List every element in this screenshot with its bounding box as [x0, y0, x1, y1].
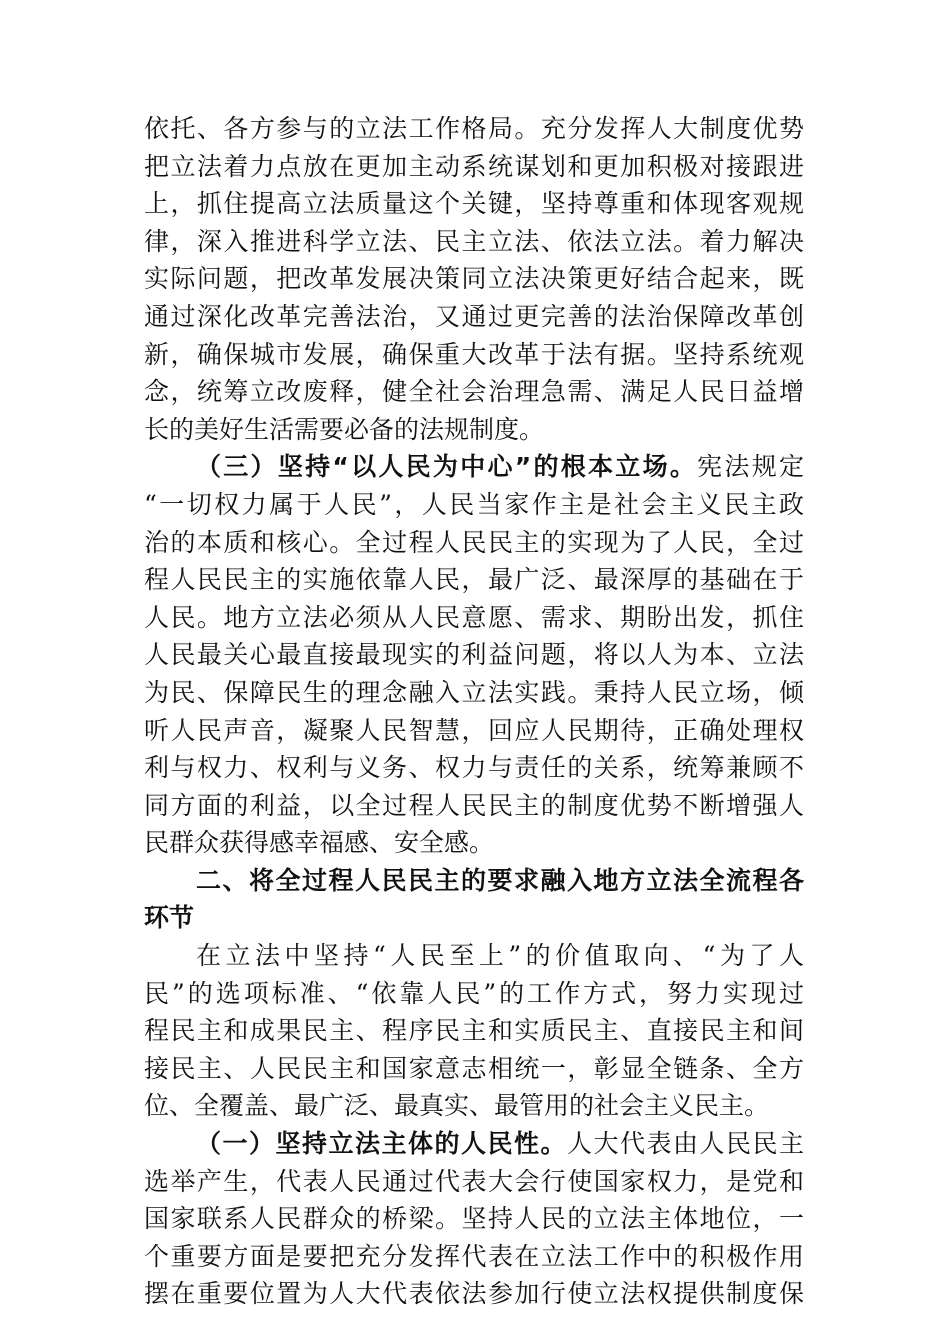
text-line: 治的本质和核心。全过程人民民主的实现为了人民，全过	[144, 527, 804, 557]
text-line	[144, 448, 804, 486]
text-line: 摆在重要位置为人大代表依法参加行使立法权提供制度保	[144, 1279, 804, 1309]
text-line: 依托、各方参与的立法工作格局。充分发挥人大制度优势	[144, 114, 804, 143]
heading-line: 环节	[144, 903, 195, 933]
text-line: 在立法中坚持“人民至上”的价值取向、“为了人	[196, 941, 804, 971]
text-line: 人民最关心最直接最现实的利益问题，将以人为本、立法	[144, 640, 804, 670]
text-line: 听人民声音，凝聚人民智慧，回应人民期待，正确处理权	[144, 715, 804, 745]
text-line: 念，统筹立改废释，健全社会治理急需、满足人民日益增	[144, 377, 804, 407]
text-line	[144, 1125, 804, 1163]
paragraph-lead-rest: 宪法规定	[697, 452, 804, 482]
text-line: 国家联系人民群众的桥梁。坚持人民的立法主体地位，一	[144, 1204, 804, 1234]
text-line: 新，确保城市发展，确保重大改革于法有据。坚持系统观	[144, 339, 804, 369]
text-line: 程人民民主的实施依靠人民，最广泛、最深厚的基础在于	[144, 565, 804, 595]
text-line: 接民主、人民民主和国家意志相统一，彰显全链条、全方	[144, 1053, 804, 1083]
text-line: 律，深入推进科学立法、民主立法、依法立法。着力解决	[144, 226, 804, 256]
paragraph-4	[144, 1125, 804, 1313]
paragraph-1	[144, 110, 804, 448]
paragraph-lead: （一）坚持立法主体的人民性。	[196, 1129, 567, 1159]
text-line: 为民、保障民生的理念融入立法实践。秉持人民立场，倾	[144, 677, 804, 707]
heading-line: 二、将全过程人民民主的要求融入地方立法全流程各	[196, 865, 804, 895]
text-line: 人民。地方立法必须从人民意愿、需求、期盼出发，抓住	[144, 602, 804, 632]
document-body	[144, 110, 804, 1313]
text-line: 长的美好生活需要必备的法规制度。	[144, 414, 545, 444]
paragraph-2	[144, 448, 804, 862]
text-line: 程民主和成果民主、程序民主和实质民主、直接民主和间	[144, 1016, 804, 1046]
text-line: “一切权力属于人民”，人民当家作主是社会主义民主政	[144, 489, 804, 519]
text-line: 上，抓住提高立法质量这个关键，坚持尊重和体现客观规	[144, 189, 804, 219]
text-line: 利与权力、权利与义务、权力与责任的关系，统筹兼顾不	[144, 753, 804, 783]
text-line: 民”的选项标准、“依靠人民”的工作方式，努力实现过	[144, 978, 804, 1008]
paragraph-lead: （三）坚持“以人民为中心”的根本立场。	[196, 452, 698, 482]
paragraph-lead-rest: 人大代表由人民民主	[566, 1129, 804, 1159]
text-line: 通过深化改革完善法治，又通过更完善的法治保障改革创	[144, 301, 804, 331]
section-heading	[144, 862, 804, 937]
text-line: 同方面的利益，以全过程人民民主的制度优势不断增强人	[144, 790, 804, 820]
text-line: 位、全覆盖、最广泛、最真实、最管用的社会主义民主。	[144, 1091, 770, 1121]
text-line: 选举产生，代表人民通过代表大会行使国家权力，是党和	[144, 1166, 804, 1196]
text-line: 民群众获得感幸福感、安全感。	[144, 828, 495, 858]
text-line: 个重要方面是要把充分发挥代表在立法工作中的积极作用	[144, 1241, 804, 1271]
text-line: 实际问题，把改革发展决策同立法决策更好结合起来，既	[144, 264, 804, 294]
text-line: 把立法着力点放在更加主动系统谋划和更加积极对接跟进	[144, 151, 804, 181]
paragraph-3	[144, 937, 804, 1125]
